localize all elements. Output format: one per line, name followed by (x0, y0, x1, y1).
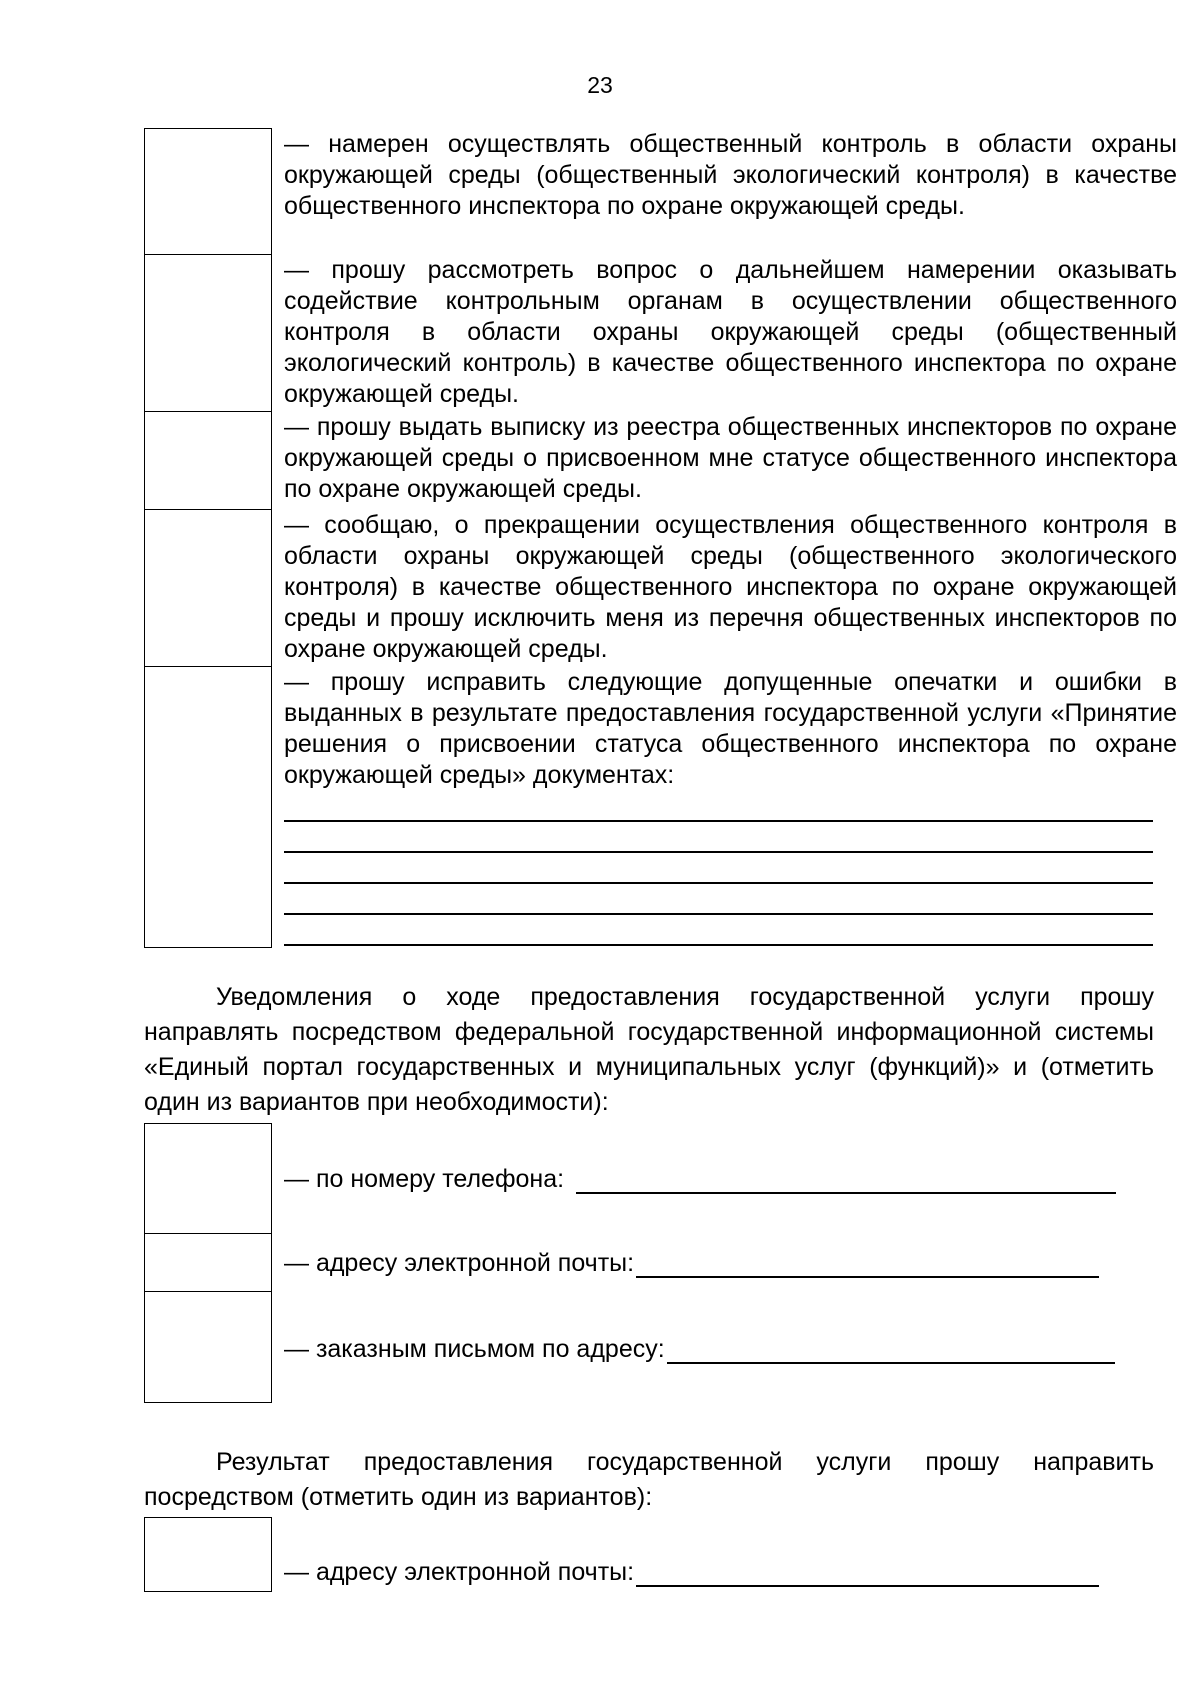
result-paragraph: Результат предоставления государственной услуги прошу направить посредством (отметить один из вариантов): (144, 1448, 1154, 1511)
result-email-label: — адресу электронной почты: (284, 1558, 635, 1586)
option-text-public-control: — намерен осуществлять общественный контроль в области охраны окружающей среды (общественный экологический контроля) в качестве общественного инспектора по охране окружающей среды. (284, 130, 1177, 220)
checkbox-notify-mail[interactable] (144, 1291, 272, 1403)
errors-input-line[interactable] (284, 944, 1153, 946)
phone-input-line[interactable] (576, 1166, 1116, 1194)
option-text-continue-assist: — прошу рассмотреть вопрос о дальнейшем намерении оказывать содействие контрольным органам в осуществлении общественного контроля в области охраны окружающей среды (общественный экологический контроль) в качестве общественного инспектора по охране окружающей среды. (284, 256, 1177, 408)
notifications-paragraph: Уведомления о ходе предоставления государственной услуги прошу направлять посредством федеральной государственной информационной системы «Единый портал государственных и муниципальных услуг (функций)» и (отметить один из вариантов при необходимости): (144, 983, 1154, 1116)
notify-phone-row (284, 1165, 1116, 1194)
checkbox-notify-email[interactable] (144, 1233, 272, 1292)
checkbox-option-terminate[interactable] (144, 509, 272, 667)
notify-email-label: — адресу электронной почты: (284, 1249, 635, 1277)
checkbox-option-continue-assist[interactable] (144, 254, 272, 412)
notify-mail-label: — заказным письмом по адресу: (284, 1335, 665, 1363)
errors-input-line[interactable] (284, 882, 1153, 884)
checkbox-option-correct-errors[interactable] (144, 666, 272, 948)
option-text-registry-extract: — прошу выдать выписку из реестра общественных инспекторов по охране окружающей среды о присвоенном мне статусе общественного инспектора по охране окружающей среды. (284, 413, 1177, 503)
result-email-input-line[interactable] (636, 1559, 1099, 1587)
checkbox-notify-phone[interactable] (144, 1123, 272, 1234)
errors-input-line[interactable] (284, 851, 1153, 853)
result-email-row (284, 1558, 1099, 1587)
notify-phone-label: — по номеру телефона: (284, 1165, 565, 1193)
notify-email-row (284, 1249, 1099, 1278)
checkbox-option-public-control[interactable] (144, 128, 272, 255)
errors-input-line[interactable] (284, 913, 1153, 915)
checkbox-option-registry-extract[interactable] (144, 411, 272, 510)
email-input-line[interactable] (636, 1250, 1099, 1278)
errors-input-line[interactable] (284, 820, 1153, 822)
option-text-terminate: — сообщаю, о прекращении осуществления общественного контроля в области охраны окружающей среды (общественного экологического контроля) в качестве общественного инспектора по охране окружающей среды и прошу исключить меня из перечня общественных инспекторов по охране окружающей среды. (284, 511, 1177, 663)
option-text-correct-errors: — прошу исправить следующие допущенные опечатки и ошибки в выданных в результате предоставления государственной услуги «Принятие решения о присвоении статуса общественного инспектора по охране окружающей среды» документах: (284, 668, 1177, 789)
checkbox-result-email[interactable] (144, 1517, 272, 1592)
notify-mail-row (284, 1335, 1115, 1364)
mail-address-input-line[interactable] (667, 1336, 1115, 1364)
page-number: 23 (587, 72, 613, 98)
